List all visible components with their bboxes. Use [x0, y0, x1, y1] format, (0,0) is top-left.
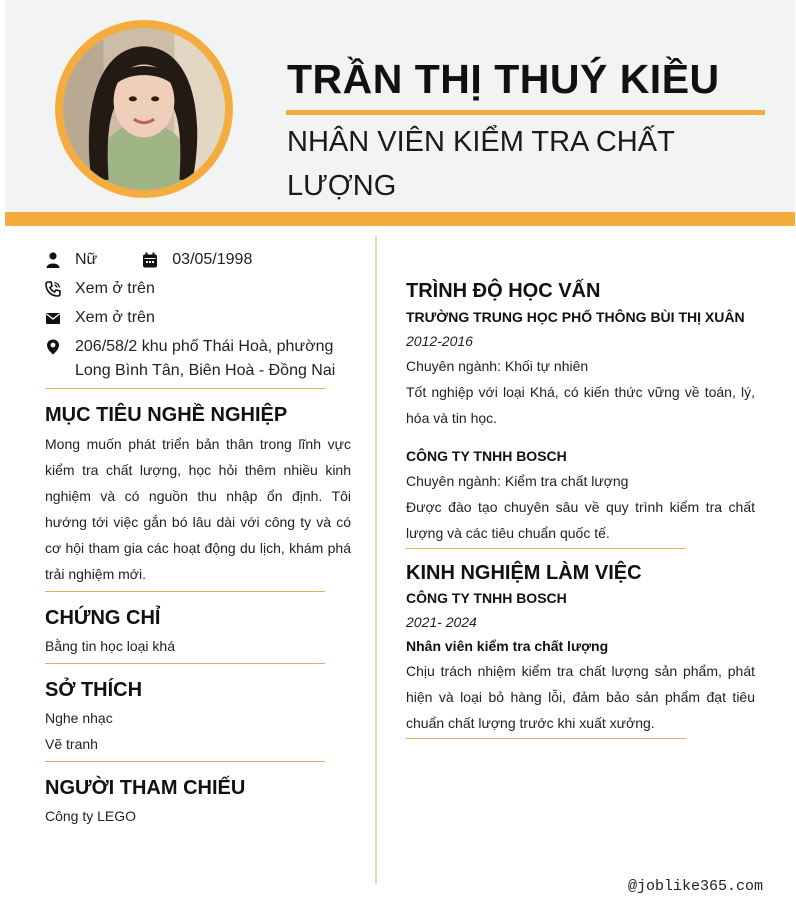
hobbies-section [45, 677, 351, 757]
experience-org: CÔNG TY TNHH BOSCH [406, 590, 567, 606]
contact-row-email [45, 306, 351, 330]
hobby-item: Nghe nhạc [45, 710, 113, 726]
education-period: 2012-2016 [406, 333, 473, 349]
job-title: NHÂN VIÊN KIỂM TRA CHẤT LƯỢNG [287, 126, 675, 202]
objective-section [45, 402, 351, 587]
certificate-item: Bằng tin học loại khá [45, 638, 175, 654]
header [5, 0, 795, 226]
experience-section [406, 560, 755, 736]
section-divider [45, 591, 325, 592]
section-divider [406, 548, 686, 549]
certificates-section [45, 605, 351, 659]
name-underline [286, 110, 765, 115]
envelope-icon [45, 306, 75, 330]
profile-photo [63, 28, 225, 190]
references-title: NGƯỜI THAM CHIẾU [45, 777, 246, 799]
section-divider [45, 663, 325, 664]
left-column [45, 248, 351, 829]
objective-text: Mong muốn phát triển bản thân trong lĩnh vực kiểm tra chất lượng, học hỏi thêm nhiều kinh nghiệm và có nguồn thu nhập ổn định. Tôi hướng tới việc gắn bó lâu dài với công ty và có cơ hội tham gia các hoạt động du lịch, khám phá trải nghiệm mới. [45, 436, 351, 582]
contact-row-address [45, 335, 351, 383]
avatar [55, 20, 233, 198]
section-divider [406, 738, 686, 739]
footer-watermark: @joblike365.com [628, 878, 764, 895]
address-value: 206/58/2 khu phố Thái Hoà, phường Long Bình Tân, Biên Hoà - Đồng Nai [75, 338, 336, 379]
calendar-icon [142, 248, 172, 272]
references-section [45, 775, 351, 829]
contact-row-personal [45, 248, 351, 272]
contact-row-phone [45, 277, 351, 301]
section-divider [45, 388, 325, 389]
hobbies-title: SỞ THÍCH [45, 679, 143, 701]
experience-title: KINH NGHIỆM LÀM VIỆC [406, 562, 642, 584]
education-desc: Tốt nghiệp với loại Khá, có kiến thức vững về toán, lý, hóa và tin học. [406, 384, 755, 426]
section-divider [45, 761, 325, 762]
reference-item: Công ty LEGO [45, 808, 137, 824]
experience-role: Nhân viên kiểm tra chất lượng [406, 638, 609, 654]
education-title: TRÌNH ĐỘ HỌC VẤN [406, 280, 601, 302]
phone-value: Xem ở trên [75, 280, 155, 297]
education-org: TRƯỜNG TRUNG HỌC PHỔ THÔNG BÙI THỊ XUÂN [406, 309, 745, 325]
person-icon [45, 248, 75, 272]
location-pin-icon [45, 335, 75, 359]
education-org: CÔNG TY TNHH BOSCH [406, 448, 567, 464]
education-desc: Được đào tạo chuyên sâu về quy trình kiểm tra chất lượng và các tiêu chuẩn quốc tế. [406, 499, 755, 541]
objective-title: MỤC TIÊU NGHỀ NGHIỆP [45, 404, 288, 426]
education-major: Chuyên ngành: Khối tự nhiên [406, 358, 589, 374]
experience-desc: Chịu trách nhiệm kiểm tra chất lượng sản phẩm, phát hiện và loại bỏ hàng lỗi, đảm bảo sản phẩm đạt tiêu chuẩn chất lượng trước khi xuất xưởng. [406, 663, 755, 731]
hobby-item: Vẽ tranh [45, 736, 98, 752]
header-accent-bar [5, 212, 795, 226]
email-value: Xem ở trên [75, 309, 155, 326]
right-column [406, 278, 755, 739]
certificates-title: CHỨNG CHỈ [45, 607, 161, 629]
gender-value: Nữ [75, 251, 98, 268]
candidate-name: TRẦN THỊ THUÝ KIỀU [287, 56, 720, 102]
dob-value: 03/05/1998 [172, 251, 253, 268]
phone-icon [45, 277, 75, 301]
experience-period: 2021- 2024 [406, 614, 477, 630]
education-section [406, 278, 755, 546]
education-major: Chuyên ngành: Kiểm tra chất lượng [406, 473, 629, 489]
column-divider [375, 236, 377, 884]
